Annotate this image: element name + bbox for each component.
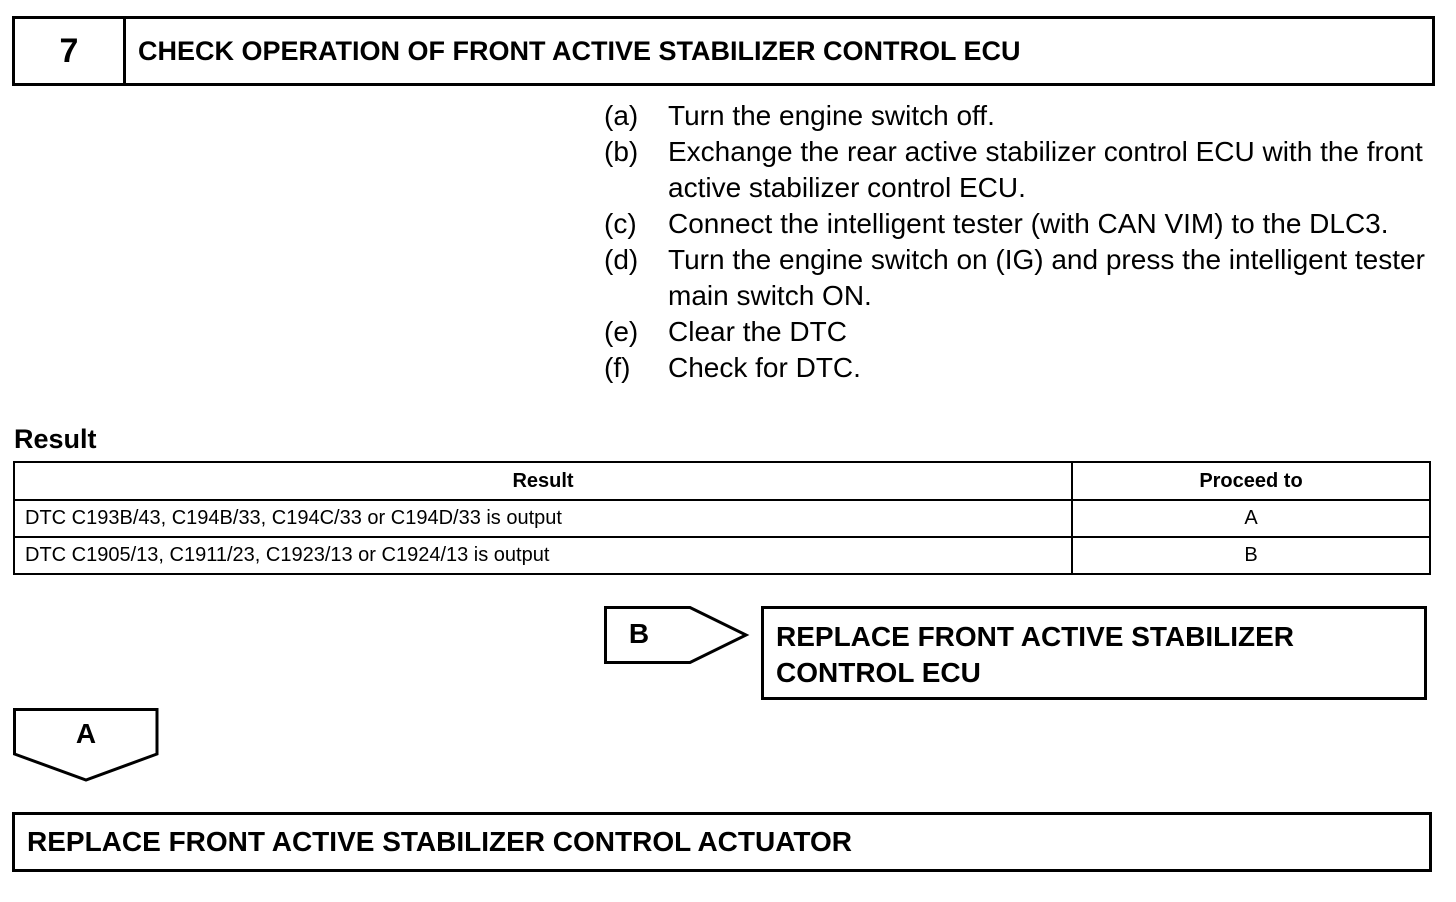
table-row — [14, 537, 1430, 574]
proceed-cell: A — [1072, 500, 1430, 537]
instruction-label: (f) — [604, 352, 631, 383]
column-header-result: Result — [14, 462, 1072, 500]
instruction-label: (e) — [604, 316, 639, 347]
instruction-item — [604, 206, 1434, 242]
instruction-item — [604, 314, 1434, 350]
instruction-list — [604, 98, 1434, 386]
instruction-text: Connect the intelligent tester (with CAN VIM) to the DLC3. — [668, 208, 1389, 239]
result-cell: DTC C1905/13, C1911/23, C1923/13 or C1924/13 is output — [14, 537, 1072, 574]
instruction-label: (b) — [604, 136, 639, 167]
branch-a-action-box: REPLACE FRONT ACTIVE STABILIZER CONTROL ACTUATOR — [12, 812, 1432, 872]
instruction-label: (d) — [604, 244, 639, 275]
instruction-text: Clear the DTC — [668, 316, 847, 347]
instruction-label: (a) — [604, 100, 639, 131]
instruction-text: Exchange the rear active stabilizer control ECU with the front active stabilizer control ECU. — [668, 136, 1423, 203]
instruction-label: (c) — [604, 208, 637, 239]
branch-b-label: B — [628, 618, 650, 649]
proceed-cell: B — [1072, 537, 1430, 574]
table-row — [14, 500, 1430, 537]
instruction-item — [604, 134, 1434, 206]
result-heading: Result — [14, 424, 97, 454]
step-title: CHECK OPERATION OF FRONT ACTIVE STABILIZER CONTROL ECU — [138, 35, 1021, 66]
result-cell: DTC C193B/43, C194B/33, C194C/33 or C194D/33 is output — [14, 500, 1072, 537]
table-header-row — [14, 462, 1430, 500]
instruction-text: Turn the engine switch on (IG) and press the intelligent tester main switch ON. — [668, 244, 1425, 311]
branch-a-arrow — [13, 708, 159, 782]
step-number: 7 — [15, 19, 126, 83]
instruction-item — [604, 242, 1434, 314]
result-table — [13, 461, 1431, 575]
instruction-text: Turn the engine switch off. — [668, 100, 995, 131]
instruction-item — [604, 350, 1434, 386]
instruction-item — [604, 98, 1434, 134]
branch-b-arrow — [604, 606, 750, 664]
column-header-proceed: Proceed to — [1072, 462, 1430, 500]
branch-a-label: A — [75, 718, 97, 749]
instruction-text: Check for DTC. — [668, 352, 861, 383]
step-header — [12, 16, 1435, 86]
branch-b-action-box: REPLACE FRONT ACTIVE STABILIZER CONTROL ECU — [761, 606, 1427, 700]
